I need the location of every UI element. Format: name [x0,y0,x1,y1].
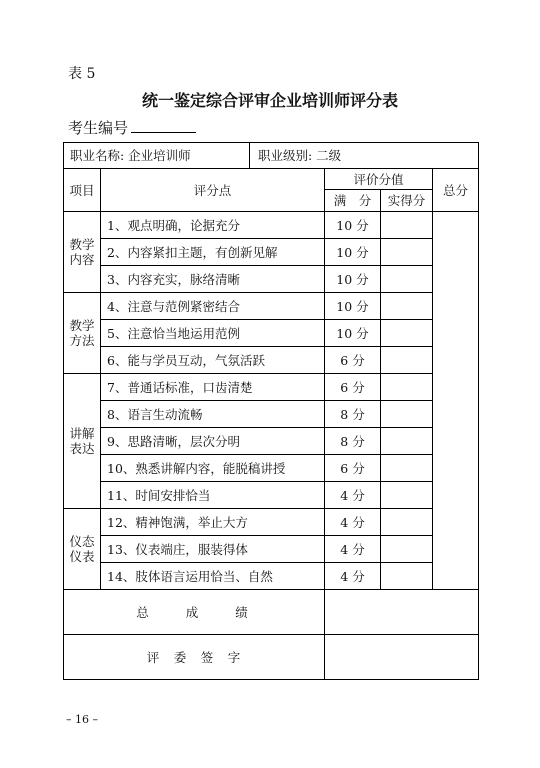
actual-score-blank [381,482,433,509]
group-label-text: 教学方法 [69,318,95,348]
occupation-level-text: 职业级别: 二级 [258,148,342,163]
full-score-value: 8 分 [325,401,381,428]
total-result-text: 总 成 绩 [136,604,252,620]
actual-score-blank [381,347,433,374]
judge-signature-blank [325,635,479,680]
full-score-value: 8 分 [325,428,381,455]
criterion-text: 11、时间安排恰当 [101,482,325,509]
actual-score-blank [381,428,433,455]
actual-score-blank [381,239,433,266]
page-number: – 16 – [66,713,98,726]
full-score-value: 6 分 [325,347,381,374]
candidate-number-field [68,117,196,137]
group-label-teaching-method [64,293,101,374]
table-row [64,374,479,401]
table-row [64,428,479,455]
table-row [64,320,479,347]
header-score-group: 评价分值 [325,169,433,190]
full-score-value: 6 分 [325,374,381,401]
actual-score-blank [381,401,433,428]
total-score-blank [433,212,479,590]
criterion-text: 2、内容紧扣主题，有创新见解 [101,239,325,266]
actual-score-blank [381,293,433,320]
table-row [64,455,479,482]
table-row [64,266,479,293]
header-actual-score: 实得分 [381,190,433,212]
table-row [64,509,479,536]
table-row [64,563,479,590]
actual-score-blank [381,536,433,563]
candidate-number-label: 考生编号 [68,119,129,137]
table-row [64,347,479,374]
judge-signature-label [64,635,325,680]
criterion-text: 12、精神饱满，举止大方 [101,509,325,536]
header-criteria: 评分点 [101,169,325,212]
header-full-score: 满 分 [325,190,381,212]
criterion-text: 13、仪表端庄，服装得体 [101,536,325,563]
header-item: 项目 [64,169,101,212]
actual-score-blank [381,563,433,590]
total-result-blank [325,590,479,635]
criterion-text: 10、熟悉讲解内容，能脱稿讲授 [101,455,325,482]
occupation-name-text: 职业名称: 企业培训师 [70,148,191,163]
table-row [64,212,479,239]
actual-score-blank [381,320,433,347]
criterion-text: 8、语言生动流畅 [101,401,325,428]
table-row [64,482,479,509]
total-result-row [64,590,479,635]
full-score-value: 10 分 [325,212,381,239]
criterion-text: 5、注意恰当地运用范例 [101,320,325,347]
criterion-text: 14、肢体语言运用恰当、自然 [101,563,325,590]
group-label-appearance [64,509,101,590]
group-label-text: 讲解表达 [69,426,95,456]
judge-signature-text: 评 委 签 字 [146,649,242,665]
full-score-value: 4 分 [325,509,381,536]
criterion-text: 7、普通话标准，口齿清楚 [101,374,325,401]
table-row [64,401,479,428]
group-label-explanation [64,374,101,509]
actual-score-blank [381,212,433,239]
page-title: 统一鉴定综合评审企业培训师评分表 [141,91,398,110]
group-label-text: 教学内容 [69,237,95,267]
score-table [63,142,479,680]
group-label-text: 仪态仪表 [69,534,95,564]
full-score-value: 10 分 [325,293,381,320]
actual-score-blank [381,455,433,482]
full-score-value: 10 分 [325,266,381,293]
total-result-label [64,590,325,635]
table-row [64,293,479,320]
table-row [64,536,479,563]
full-score-value: 4 分 [325,563,381,590]
occupation-level [250,143,478,168]
judge-signature-row [64,635,479,680]
info-wrap [64,143,478,168]
actual-score-blank [381,374,433,401]
criterion-text: 1、观点明确，论据充分 [101,212,325,239]
header-row [64,169,479,190]
actual-score-blank [381,266,433,293]
full-score-value: 10 分 [325,320,381,347]
group-label-teaching-content [64,212,101,293]
header-total: 总分 [433,169,479,212]
info-row [64,143,479,169]
table-row [64,239,479,266]
criterion-text: 9、思路清晰，层次分明 [101,428,325,455]
full-score-value: 10 分 [325,239,381,266]
full-score-value: 6 分 [325,455,381,482]
table-number: 表 5 [68,66,96,82]
criterion-text: 6、能与学员互动，气氛活跃 [101,347,325,374]
full-score-value: 4 分 [325,482,381,509]
occupation-name [64,143,250,168]
criterion-text: 3、内容充实，脉络清晰 [101,266,325,293]
criterion-text: 4、注意与范例紧密结合 [101,293,325,320]
info-cell [64,143,479,169]
actual-score-blank [381,509,433,536]
full-score-value: 4 分 [325,536,381,563]
candidate-number-blank [131,117,196,133]
